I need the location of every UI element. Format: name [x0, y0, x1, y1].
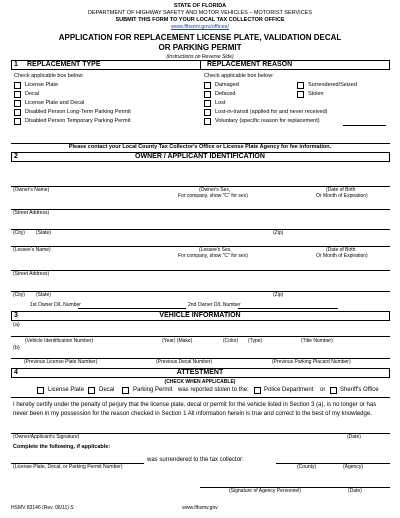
reason-surrendered: Surrendered/Seized — [308, 82, 357, 88]
agency-label: (Agency) — [343, 464, 364, 470]
attest-plate-label: License Plate — [48, 387, 85, 393]
footer-website: www.flhsmv.gov — [182, 505, 218, 511]
vin-label: (Vehicle Identification Number) — [25, 338, 94, 344]
section1-number: 1 — [14, 61, 18, 68]
checkbox-lost-in-transit[interactable] — [204, 109, 211, 116]
agency-date-label: (Date) — [348, 488, 362, 494]
replacement-reason-heading: REPLACEMENT REASON — [207, 61, 293, 68]
previous-placard-label: (Previous Parking Placard Number) — [272, 359, 351, 365]
row-b-label: (b) — [13, 345, 20, 351]
voluntary-reason-field[interactable] — [343, 125, 386, 126]
color-label: (Color) — [223, 338, 239, 344]
checkbox-surrendered[interactable] — [297, 82, 304, 89]
lessee-zip-label: (Zip) — [273, 292, 284, 298]
lessee-name-label: (Lessee's Name) — [13, 247, 51, 253]
lessee-city-field[interactable] — [11, 291, 390, 292]
signature-date-label: (Date) — [347, 434, 361, 440]
lessee-sex-note: For company, show "C" for sex) — [178, 253, 248, 259]
submit-instruction: SUBMIT THIS FORM TO YOUR LOCAL TAX COLLECTOR OFFICE — [115, 17, 285, 23]
lessee-dob-label: (Date of Birth — [326, 247, 356, 253]
checkbox-sheriff[interactable] — [330, 387, 337, 394]
department-heading: DEPARTMENT OF HIGHWAY SAFETY AND MOTOR VEHICLES – MOTORIST SERVICES — [87, 10, 313, 16]
reason-lost-in-transit: Lost-in-transit (applied for and never received) — [215, 109, 328, 115]
checkbox-attest-decal[interactable] — [88, 387, 95, 394]
section3-number: 3 — [14, 312, 18, 319]
sheriff-office-label: Sheriff's Office — [340, 387, 379, 393]
checkbox-decal[interactable] — [14, 91, 21, 98]
checkbox-lost[interactable] — [204, 100, 211, 107]
owner-name-label: (Owner's Name) — [13, 187, 50, 193]
attestment-heading: ATTESTMENT — [176, 369, 224, 376]
reason-stolen: Stolen — [308, 91, 324, 97]
row-a-label: (a) — [13, 322, 20, 328]
reason-voluntary: Voluntary (specific reason for replacement) — [215, 118, 320, 124]
surrendered-text: was surrendered to the tax collector: — [147, 457, 244, 463]
lessee-street-label: (Street Address) — [13, 271, 50, 277]
checkbox-attest-permit[interactable] — [122, 387, 129, 394]
check-when-applicable-note: (CHECK WHEN APPLICABLE) — [164, 379, 236, 385]
offices-link[interactable]: www.flhsmv.gov/offices/ — [171, 24, 229, 30]
fee-contact-note: Please contact your Local County Tax Collector's Office or License Plate Agency for fee information. — [68, 144, 332, 150]
attest-permit-label: Parking Permit — [133, 387, 173, 393]
owner-zip-label: (Zip) — [273, 230, 284, 236]
agency-signature-label: (Signature of Agency Personnel) — [229, 488, 301, 494]
checkbox-voluntary[interactable] — [204, 118, 211, 125]
form-number: HSMV 83146 (Rev. 06/11) S — [11, 505, 74, 511]
type-plate-and-decal: License Plate and Decal — [25, 100, 85, 106]
checkbox-plate-and-decal[interactable] — [14, 100, 21, 107]
owner-dob-note: Or Month of Expiration) — [316, 193, 368, 199]
county-agency-field[interactable] — [276, 463, 390, 464]
plate-number-label: (License Plate, Decal, or Parking Permit Number) — [13, 464, 123, 470]
reason-defaced: Defaced — [215, 91, 236, 97]
owner-state-label: (State) — [36, 230, 52, 236]
checkbox-license-plate[interactable] — [14, 82, 21, 89]
lessee-state-label: (State) — [36, 292, 52, 298]
reported-stolen-text: was reported stolen to the: — [178, 387, 249, 393]
type-long-term-permit: Disabled Person Long-Term Parking Permit — [25, 109, 131, 115]
section2-number: 2 — [14, 153, 18, 160]
state-heading: STATE OF FLORIDA — [173, 3, 227, 9]
owner-signature-label: (Owner/Applicant's Signature) — [13, 434, 80, 440]
checkbox-attest-plate[interactable] — [37, 387, 44, 394]
owner-city-field[interactable] — [11, 229, 390, 230]
lessee-sex-label: (Lessee's Sex, — [199, 247, 232, 253]
type-check-label: Check applicable box below: — [14, 73, 84, 79]
second-owner-dl-label: 2nd Owner D/L Number — [188, 302, 241, 308]
lessee-street-field[interactable] — [11, 270, 390, 271]
section4-number: 4 — [14, 369, 18, 376]
checkbox-damaged[interactable] — [204, 82, 211, 89]
year-make-label: (Year) (Make) — [162, 338, 193, 344]
reason-damaged: Damaged — [215, 82, 239, 88]
or-text: or — [320, 387, 326, 393]
type-label: (Type) — [248, 338, 263, 344]
replacement-type-heading: REPLACEMENT TYPE — [27, 61, 101, 68]
police-department-label: Police Department — [264, 387, 314, 393]
certification-text: I hereby certify under the penalty of perjury that the license plate, decal or permit for the vehicle listed in Section 3 (a), is no longer or has never been in my possession for the reason checked in Section 1 All information herein is true and correct to the best of my knowledge. — [13, 402, 377, 417]
reason-lost: Lost — [215, 100, 226, 106]
attest-decal-label: Decal — [99, 387, 115, 393]
checkbox-temporary-permit[interactable] — [14, 118, 21, 125]
form-title-line2: OR PARKING PERMIT — [158, 43, 242, 52]
vehicle-information-heading: VEHICLE INFORMATION — [159, 312, 241, 319]
lessee-dob-note: Or Month of Expiration) — [316, 253, 368, 259]
title-number-label: (Title Number) — [301, 338, 333, 344]
owner-street-label: (Street Address) — [13, 210, 50, 216]
second-owner-dl-field[interactable] — [238, 308, 338, 309]
checkbox-long-term-permit[interactable] — [14, 109, 21, 116]
checkbox-stolen[interactable] — [297, 91, 304, 98]
first-owner-dl-field[interactable] — [78, 308, 186, 309]
previous-plate-label: (Previous License Plate Number) — [24, 359, 98, 365]
complete-if-applicable: Complete the following, if applicable: — [13, 444, 111, 450]
owner-identification-heading: OWNER / APPLICANT IDENTIFICATION — [135, 153, 265, 160]
checkbox-police[interactable] — [254, 387, 261, 394]
previous-decal-label: (Previous Decal Number) — [156, 359, 213, 365]
first-owner-dl-label: 1st Owner D/L Number — [30, 302, 81, 308]
owner-dob-label: (Date of Birth — [326, 187, 356, 193]
county-label: (County) — [297, 464, 317, 470]
type-temporary-permit: Disabled Person Temporary Parking Permit — [25, 118, 131, 124]
type-decal: Decal — [25, 91, 40, 97]
instructions-note: (Instructions on Reverse Side) — [166, 54, 234, 60]
lessee-city-label: (City) — [13, 292, 25, 298]
vehicle-info-field[interactable] — [11, 336, 390, 337]
checkbox-defaced[interactable] — [204, 91, 211, 98]
owner-street-field[interactable] — [11, 209, 390, 210]
owner-sex-note: For company, show "C" for sex) — [178, 193, 248, 199]
reason-check-label: Check applicable box below: — [204, 73, 274, 79]
owner-city-label: (City) — [13, 230, 25, 236]
type-license-plate: License Plate — [25, 82, 59, 88]
form-title-line1: APPLICATION FOR REPLACEMENT LICENSE PLATE, VALIDATION DECAL — [58, 33, 342, 42]
owner-sex-label: (Owner's Sex, — [199, 187, 231, 193]
